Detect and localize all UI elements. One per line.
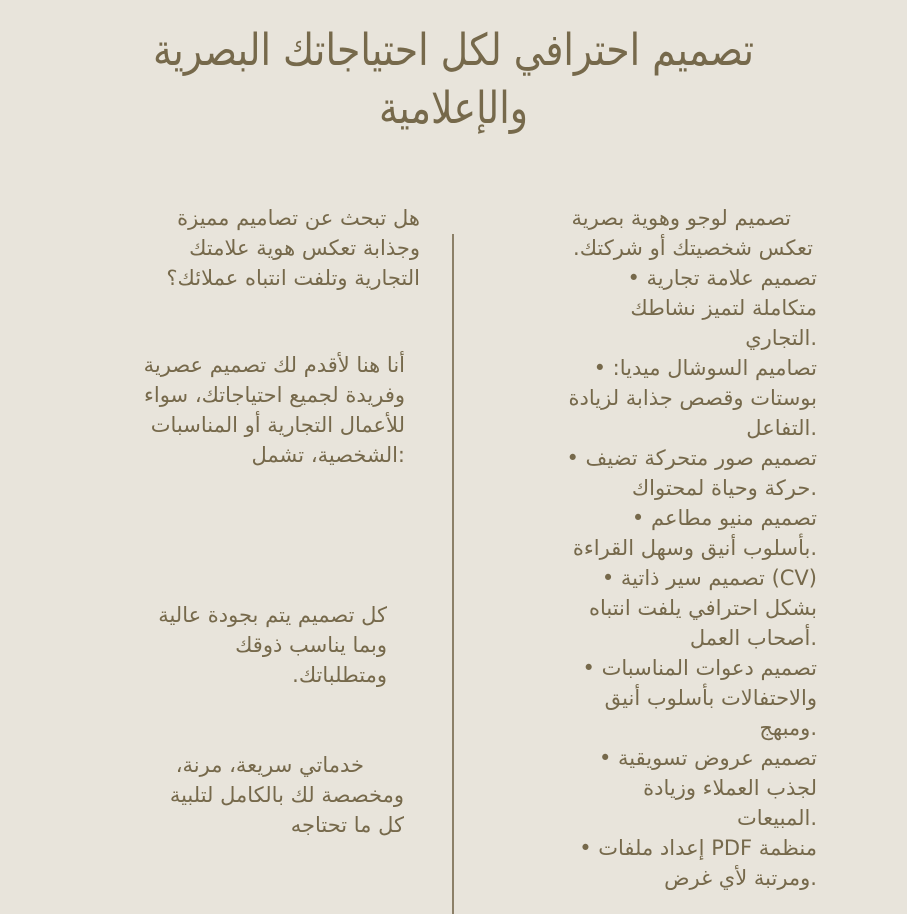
services-list-line: تصميم لوجو وهوية بصرية	[571, 206, 791, 230]
quality-line: ومتطلباتك.	[292, 663, 387, 687]
services-list-line: متكاملة لتميز نشاطك	[630, 296, 817, 320]
services-list-line: .حركة وحياة لمحتواك	[631, 476, 817, 500]
intro-paragraph	[80, 203, 420, 293]
offer-line: للأعمال التجارية أو المناسبات	[150, 413, 405, 437]
services-list-line: لجذب العملاء وزيادة	[643, 776, 817, 800]
service-item-social-media: تصاميم السوشال ميديا: •	[593, 356, 817, 380]
service-line: ومخصصة لك بالكامل لتلبية	[169, 783, 404, 807]
services-list-line: .ومبهج	[759, 716, 817, 740]
column-divider	[452, 234, 454, 914]
services-list-line: والاحتفالات بأسلوب أنيق	[604, 686, 817, 710]
service-item-invitations: تصميم دعوات المناسبات •	[582, 656, 817, 680]
page-title	[63, 22, 843, 138]
quality-paragraph	[67, 600, 387, 690]
offer-line: وفريدة لجميع احتياجاتك، سواء	[143, 383, 405, 407]
intro-line: هل تبحث عن تصاميم مميزة	[177, 206, 420, 230]
intro-line: وجذابة تعكس هوية علامتك	[189, 236, 420, 260]
service-paragraph	[44, 750, 404, 840]
offer-line: أنا هنا لأقدم لك تصميم عصرية	[143, 353, 405, 377]
services-list-line: .بأسلوب أنيق وسهل القراءة	[572, 536, 817, 560]
services-list-line: بوستات وقصص جذابة لزيادة	[568, 386, 817, 410]
services-list-line: .ومرتبة لأي غرض	[664, 866, 817, 890]
service-item-animated: تصميم صور متحركة تضيف •	[566, 446, 817, 470]
service-line: كل ما تحتاجه	[290, 813, 404, 837]
services-list-line: بشكل احترافي يلفت انتباه	[588, 596, 817, 620]
services-list-line: .أصحاب العمل	[689, 626, 817, 650]
service-line: خدماتي سريعة، مرنة،	[175, 753, 364, 777]
service-item-marketing: تصميم عروض تسويقية •	[598, 746, 817, 770]
services-list-line: تعكس شخصيتك أو شركتك.	[573, 236, 813, 260]
offer-line: :الشخصية، تشمل	[251, 443, 405, 467]
service-item-cv: (CV) تصميم سير ذاتية •	[601, 566, 817, 590]
services-list-line: .التفاعل	[746, 416, 817, 440]
service-item-pdf: منظمة PDF إعداد ملفات •	[579, 836, 817, 860]
services-list	[457, 203, 817, 893]
offer-paragraph	[65, 350, 405, 470]
services-list-line: .التجاري	[745, 326, 817, 350]
quality-line: كل تصميم يتم بجودة عالية	[158, 603, 387, 627]
page-title-line-2: والإعلامية	[379, 83, 528, 134]
quality-line: وبما يناسب ذوقك	[235, 633, 387, 657]
page-title-line-1: تصميم احترافي لكل احتياجاتك البصرية	[153, 25, 754, 76]
intro-line: التجارية وتلفت انتباه عملائك؟	[166, 266, 420, 290]
services-list-line: .المبيعات	[736, 806, 817, 830]
service-item-brand: تصميم علامة تجارية •	[627, 266, 817, 290]
service-item-menu: تصميم منيو مطاعم •	[631, 506, 817, 530]
